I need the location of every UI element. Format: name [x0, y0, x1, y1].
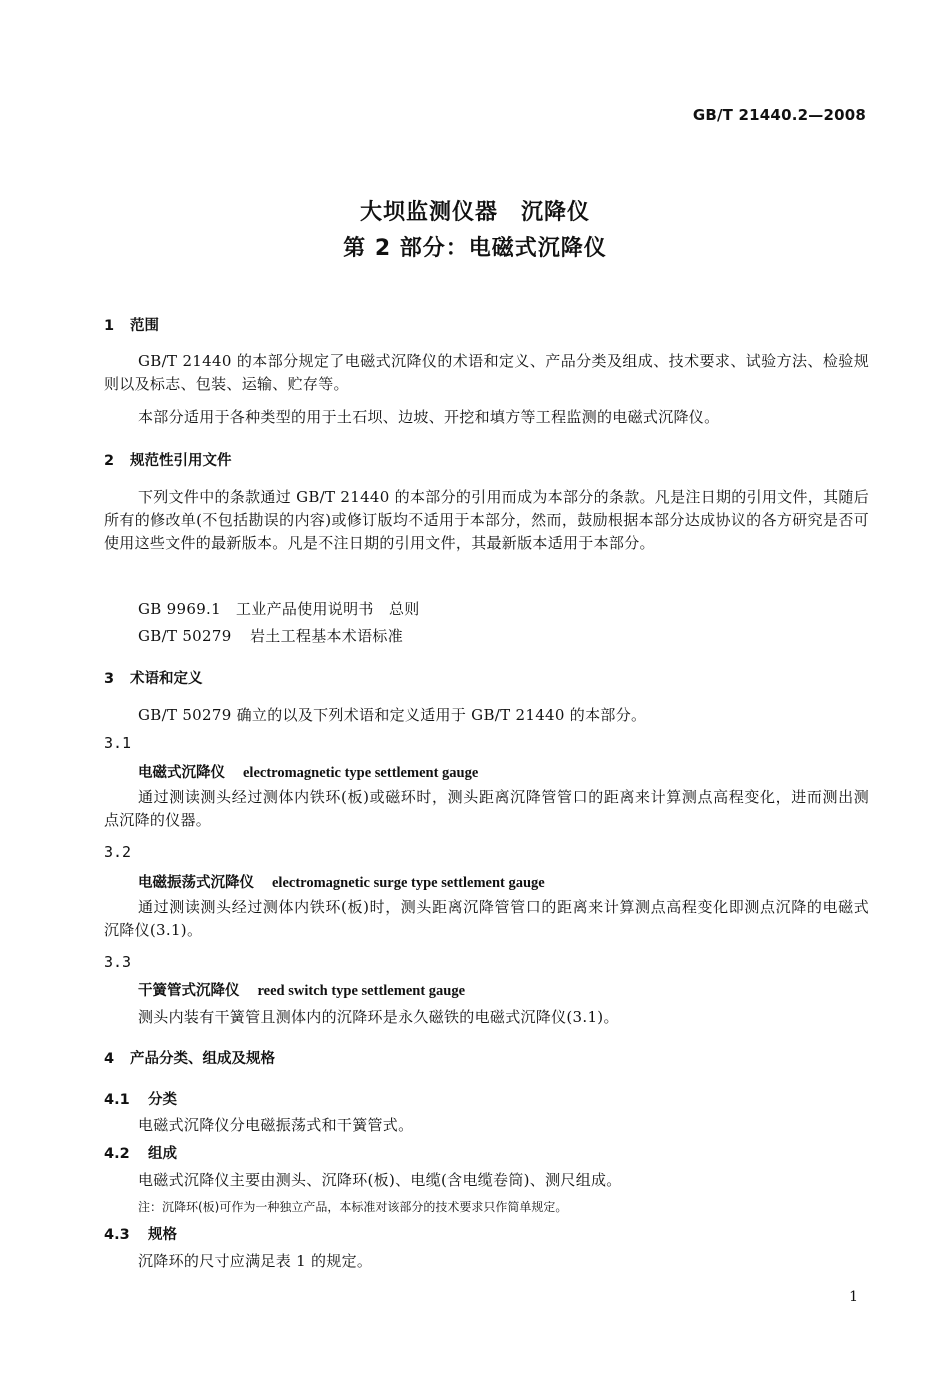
page-number: 1 [849, 1289, 858, 1305]
subsection-4-3-heading [104, 1223, 177, 1244]
section-title: 范围 [130, 318, 159, 334]
term-en: electromagnetic type settlement gauge [243, 765, 479, 781]
section-3-paragraph-1: GB/T 50279 确立的以及下列术语和定义适用于 GB/T 21440 的本部分。 [138, 706, 647, 724]
reference-title: 岩土工程基本术语标准 [250, 627, 404, 645]
subsection-4-2-note: 注：沉降环(板)可作为一种独立产品，本标准对该部分的技术要求只作简单规定。 [138, 1200, 568, 1214]
subsection-title: 规格 [148, 1227, 177, 1243]
section-3-heading [104, 667, 203, 688]
subsection-number: 4.2 [104, 1146, 130, 1162]
subsection-4-1-heading [104, 1088, 177, 1109]
term-definition: 测头内装有干簧管且测体内的沉降环是永久磁铁的电磁式沉降仪(3.1)。 [138, 1008, 619, 1026]
term-heading [138, 871, 545, 892]
reference-code: GB 9969.1 [138, 600, 221, 618]
section-number: 1 [104, 318, 115, 334]
reference-code: GB/T 50279 [138, 627, 232, 645]
section-number: 3 [104, 671, 115, 687]
term-heading [138, 761, 478, 782]
subsection-4-1-text: 电磁式沉降仪分电磁振荡式和干簧管式。 [138, 1116, 414, 1134]
term-zh: 电磁式沉降仪 [138, 764, 225, 781]
section-2-heading [104, 449, 232, 470]
section-number: 4 [104, 1051, 115, 1067]
reference-title: 工业产品使用说明书 总则 [236, 600, 420, 618]
subsection-number: 4.1 [104, 1092, 130, 1108]
term-number: 3.1 [104, 734, 132, 752]
section-title: 规范性引用文件 [130, 453, 232, 469]
term-definition: 通过测读测头经过测体内铁环(板)时，测头距离沉降管管口的距离来计算测点高程变化即测点沉降的电磁式沉降仪(3.1)。 [104, 898, 869, 939]
term-definition: 通过测读测头经过测体内铁环(板)或磁环时，测头距离沉降管管口的距离来计算测点高程变化，进而测出测点沉降的仪器。 [104, 788, 869, 829]
term-en: electromagnetic surge type settlement gauge [272, 875, 545, 891]
term-number: 3.2 [104, 843, 132, 861]
section-4-heading [104, 1047, 275, 1068]
normative-reference [138, 598, 420, 619]
subsection-title: 分类 [148, 1092, 177, 1108]
term-number: 3.3 [104, 953, 132, 971]
section-number: 2 [104, 453, 115, 469]
document-title-line1: 大坝监测仪器 沉降仪 [359, 200, 590, 225]
section-1-paragraph-2: 本部分适用于各种类型的用于土石坝、边坡、开挖和填方等工程监测的电磁式沉降仪。 [138, 408, 720, 426]
standard-code: GB/T 21440.2—2008 [692, 106, 866, 124]
subsection-4-2-heading [104, 1142, 177, 1163]
term-heading [138, 979, 465, 1000]
section-1-paragraph-1: GB/T 21440 的本部分规定了电磁式沉降仪的术语和定义、产品分类及组成、技术要求、试验方法、检验规则以及标志、包装、运输、贮存等。 [104, 352, 869, 393]
subsection-number: 4.3 [104, 1227, 130, 1243]
term-zh: 电磁振荡式沉降仪 [138, 874, 254, 891]
section-2-paragraph-1: 下列文件中的条款通过 GB/T 21440 的本部分的引用而成为本部分的条款。凡是注日期的引用文件，其随后所有的修改单(不包括勘误的内容)或修订版均不适用于本部分，然而，鼓励根据本部分达成协议的各方研究是否可使用这些文件的最新版本。凡是不注日期的引用文件，其最新版本适用于本部分。 [104, 488, 869, 552]
section-title: 术语和定义 [130, 671, 203, 687]
subsection-4-2-text: 电磁式沉降仪主要由测头、沉降环(板)、电缆(含电缆卷筒)、测尺组成。 [138, 1171, 622, 1189]
subsection-title: 组成 [148, 1146, 177, 1162]
normative-reference [138, 625, 403, 646]
term-en: reed switch type settlement gauge [257, 983, 466, 999]
section-1-heading [104, 314, 159, 335]
section-title: 产品分类、组成及规格 [130, 1051, 275, 1067]
document-title-line2: 第 2 部分：电磁式沉降仪 [343, 236, 607, 261]
subsection-4-3-text: 沉降环的尺寸应满足表 1 的规定。 [138, 1252, 373, 1270]
term-zh: 干簧管式沉降仪 [138, 982, 240, 999]
